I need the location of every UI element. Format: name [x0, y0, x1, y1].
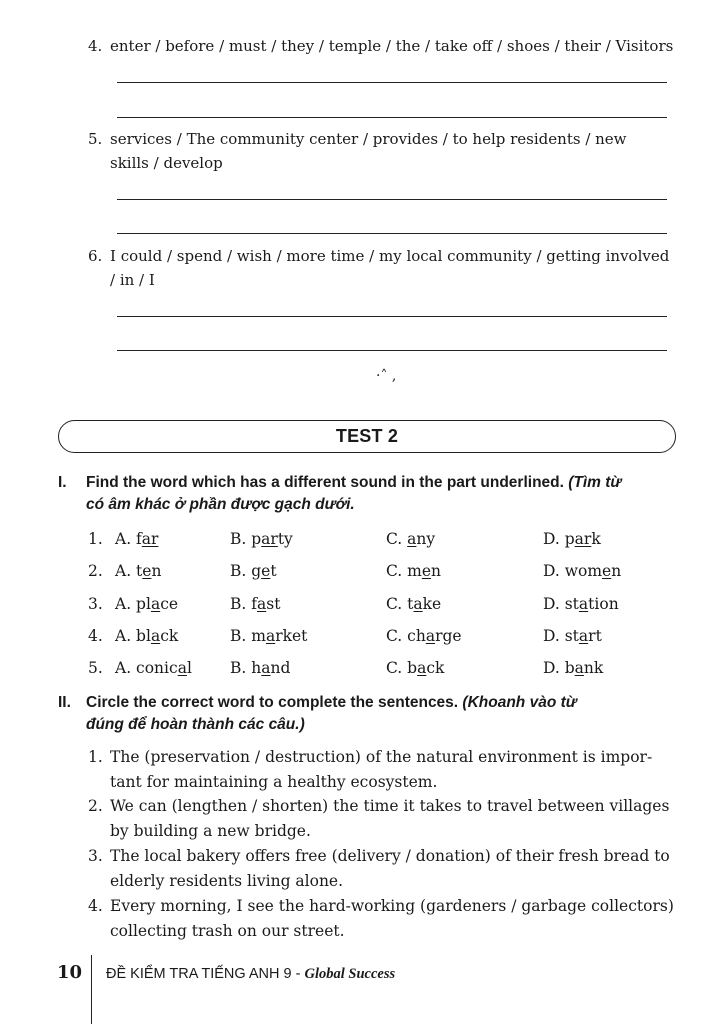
- sentence-text: The local bakery offers free (delivery / donation) of their fresh bread to: [110, 847, 670, 865]
- section-instruction-vi: (Tìm từ: [568, 474, 622, 491]
- sentence-text: Every morning, I see the hard-working (gardeners / garbage collectors): [110, 897, 674, 915]
- option-text: A. pl: [115, 595, 151, 613]
- option-text: B. f: [230, 595, 257, 613]
- option-text: C.: [386, 530, 408, 548]
- option-text: B. h: [230, 659, 262, 677]
- footer-title-text: ĐỀ KIỂM TRA TIẾNG ANH 9 -: [106, 966, 305, 982]
- option-d[interactable]: [543, 530, 601, 548]
- sentence-text: We can (lengthen / shorten) the time it takes to travel between villages: [110, 797, 670, 815]
- underlined-part: a: [578, 627, 589, 645]
- underlined-part: ar: [261, 530, 278, 548]
- reorder-question-4: [88, 34, 678, 58]
- option-text: B. g: [230, 562, 262, 580]
- underlined-part: a: [417, 659, 427, 677]
- section-instruction-vi-continued: có âm khác ở phần được gạch dưới.: [86, 496, 355, 513]
- option-text: D. st: [543, 595, 579, 613]
- option-d[interactable]: [543, 627, 602, 645]
- option-c[interactable]: [386, 562, 441, 580]
- question-number: 4.: [88, 627, 103, 645]
- option-text: A. t: [115, 562, 143, 580]
- option-text: rt: [588, 627, 602, 645]
- option-b[interactable]: [230, 530, 293, 548]
- option-b[interactable]: [230, 562, 277, 580]
- phonetic-row: [88, 659, 688, 683]
- question-text: services / The community center / provides / to help residents / new: [110, 130, 627, 148]
- sentence-1: [88, 745, 680, 794]
- option-a[interactable]: [115, 659, 192, 677]
- question-number: 1.: [88, 530, 103, 548]
- option-text: nd: [270, 659, 291, 677]
- sentence-text-continued: collecting trash on our street.: [110, 921, 345, 940]
- question-number: 3.: [88, 595, 103, 613]
- section-numeral: II.: [58, 694, 71, 711]
- option-b[interactable]: [230, 595, 280, 613]
- page-number: 10: [57, 962, 83, 983]
- underlined-part: e: [421, 562, 432, 580]
- underlined-part: a: [574, 659, 584, 677]
- sentence-text-continued: by building a new bridge.: [110, 821, 311, 840]
- underlined-part: a: [177, 659, 187, 677]
- underlined-part: a: [150, 595, 161, 613]
- phonetic-row: [88, 530, 688, 554]
- option-text: D. b: [543, 659, 575, 677]
- underlined-part: a: [256, 595, 267, 613]
- question-number: 2.: [88, 562, 103, 580]
- option-b[interactable]: [230, 659, 290, 677]
- option-text: A. f: [115, 530, 142, 548]
- option-text: C. m: [386, 562, 422, 580]
- option-text: C. b: [386, 659, 418, 677]
- option-text: rket: [275, 627, 308, 645]
- option-d[interactable]: [543, 659, 603, 677]
- sentence-text-continued: elderly residents living alone.: [110, 871, 344, 890]
- underlined-part: a: [150, 627, 161, 645]
- option-text: tion: [588, 595, 619, 613]
- option-text: ck: [160, 627, 179, 645]
- option-text: D. wom: [543, 562, 603, 580]
- sentence-4: [88, 894, 680, 943]
- option-text: nk: [583, 659, 604, 677]
- phonetic-row: [88, 562, 688, 586]
- sentence-number: 2.: [88, 797, 103, 815]
- question-text: enter / before / must / they / temple / the / take off / shoes / their / Visitors: [110, 37, 674, 55]
- question-number: 5.: [88, 659, 103, 677]
- underlined-part: a: [425, 627, 436, 645]
- option-text: ke: [422, 595, 442, 613]
- section-instruction: Circle the correct word to complete the sentences.: [86, 694, 459, 711]
- test-title-banner: [58, 420, 676, 453]
- test-title: TEST 2: [335, 426, 399, 446]
- option-c[interactable]: [386, 595, 441, 613]
- phonetic-row: [88, 627, 688, 651]
- question-number: 4.: [88, 37, 103, 55]
- option-a[interactable]: [115, 530, 158, 548]
- question-text: I could / spend / wish / more time / my local community / getting involved: [110, 247, 670, 265]
- underlined-part: ar: [574, 530, 592, 548]
- option-c[interactable]: [386, 627, 462, 645]
- option-text: n: [151, 562, 162, 580]
- underlined-part: a: [261, 659, 271, 677]
- underlined-part: a: [578, 595, 589, 613]
- sentence-text-continued: tant for maintaining a healthy ecosystem.: [110, 772, 438, 791]
- option-text: k: [591, 530, 601, 548]
- sentence-number: 1.: [88, 748, 103, 766]
- answer-line[interactable]: [117, 82, 667, 83]
- option-text: n: [431, 562, 442, 580]
- option-text: B. m: [230, 627, 266, 645]
- question-text-continued: / in / I: [110, 271, 155, 289]
- option-a[interactable]: [115, 627, 178, 645]
- option-text: rge: [435, 627, 462, 645]
- ornament-icon: ·˄ ,: [376, 368, 397, 384]
- option-text: C. t: [386, 595, 414, 613]
- phonetic-row: [88, 595, 688, 619]
- underlined-part: e: [261, 562, 271, 580]
- option-c[interactable]: [386, 659, 444, 677]
- underlined-part: e: [142, 562, 152, 580]
- answer-line[interactable]: [117, 316, 667, 317]
- section-instruction-vi-continued: đúng để hoàn thành các câu.): [86, 716, 305, 733]
- option-c[interactable]: [386, 530, 435, 548]
- option-text: t: [270, 562, 277, 580]
- option-text: ty: [277, 530, 293, 548]
- underlined-part: ar: [141, 530, 159, 548]
- option-d[interactable]: [543, 595, 619, 613]
- sentence-3: [88, 844, 680, 893]
- option-a[interactable]: [115, 595, 178, 613]
- option-a[interactable]: [115, 562, 161, 580]
- underlined-part: a: [413, 595, 423, 613]
- option-text: st: [266, 595, 281, 613]
- sentence-number: 3.: [88, 847, 103, 865]
- question-text-continued: skills / develop: [110, 154, 223, 172]
- option-text: ck: [426, 659, 445, 677]
- section-1-heading: [58, 472, 680, 516]
- answer-line[interactable]: [117, 350, 667, 351]
- option-d[interactable]: [543, 562, 621, 580]
- option-text: D. p: [543, 530, 575, 548]
- sentence-2: [88, 794, 680, 843]
- sentence-number: 4.: [88, 897, 103, 915]
- section-instruction-vi: (Khoanh vào từ: [462, 694, 577, 711]
- option-text: A. conic: [115, 659, 178, 677]
- underlined-part: a: [407, 530, 417, 548]
- section-numeral: I.: [58, 474, 67, 491]
- section-2-heading: [58, 692, 680, 736]
- option-text: l: [186, 659, 192, 677]
- option-text: ce: [160, 595, 179, 613]
- sentence-text: The (preservation / destruction) of the natural environment is impor-: [110, 748, 653, 766]
- option-text: A. bl: [115, 627, 151, 645]
- answer-line[interactable]: [117, 117, 667, 118]
- option-text: C. ch: [386, 627, 426, 645]
- option-b[interactable]: [230, 627, 307, 645]
- answer-line[interactable]: [117, 233, 667, 234]
- question-number: 6.: [88, 247, 103, 265]
- option-text: n: [611, 562, 622, 580]
- option-text: ny: [416, 530, 436, 548]
- footer-book-title: [106, 966, 395, 983]
- reorder-question-5: [88, 127, 678, 175]
- underlined-part: a: [265, 627, 276, 645]
- underlined-part: e: [602, 562, 612, 580]
- footer-divider: [91, 955, 92, 1024]
- option-text: B. p: [230, 530, 262, 548]
- footer-series: Global Success: [304, 966, 396, 982]
- section-instruction: Find the word which has a different sound in the part underlined.: [86, 474, 564, 491]
- question-number: 5.: [88, 130, 103, 148]
- reorder-question-6: [88, 244, 678, 292]
- option-text: D. st: [543, 627, 579, 645]
- answer-line[interactable]: [117, 199, 667, 200]
